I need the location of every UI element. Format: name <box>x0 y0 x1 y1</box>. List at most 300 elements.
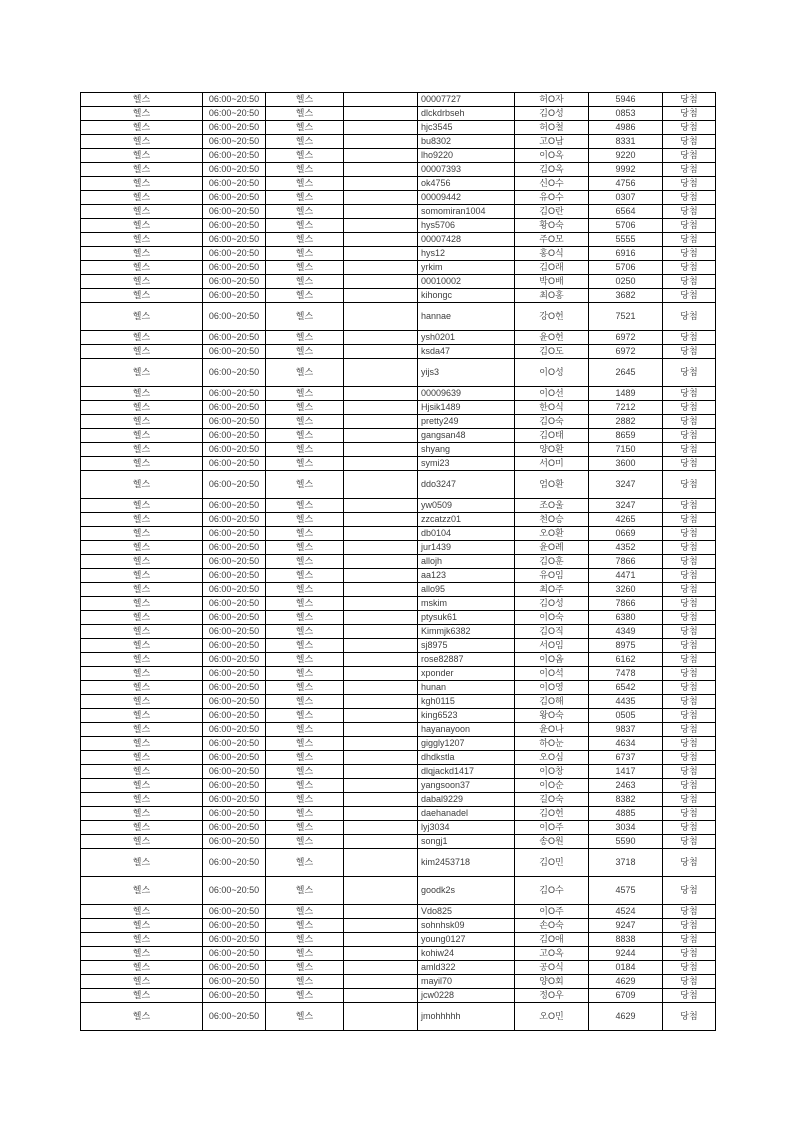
cell-result: 당첨 <box>663 583 716 597</box>
cell-facility: 헬스 <box>81 975 203 989</box>
cell-blank <box>344 653 418 667</box>
cell-facility-2: 헬스 <box>266 625 344 639</box>
cell-blank <box>344 611 418 625</box>
cell-time: 06:00~20:50 <box>203 499 266 513</box>
cell-name: 양O환 <box>515 443 589 457</box>
cell-blank <box>344 555 418 569</box>
cell-facility: 헬스 <box>81 331 203 345</box>
cell-blank <box>344 709 418 723</box>
cell-time: 06:00~20:50 <box>203 653 266 667</box>
cell-time: 06:00~20:50 <box>203 905 266 919</box>
cell-user-id: hjc3545 <box>418 121 515 135</box>
cell-result: 당첨 <box>663 765 716 779</box>
cell-time: 06:00~20:50 <box>203 457 266 471</box>
cell-facility: 헬스 <box>81 345 203 359</box>
cell-result: 당첨 <box>663 821 716 835</box>
cell-name: 천O승 <box>515 513 589 527</box>
cell-result: 당첨 <box>663 597 716 611</box>
table-row <box>81 723 716 737</box>
table-row <box>81 625 716 639</box>
cell-facility: 헬스 <box>81 541 203 555</box>
cell-number: 3247 <box>589 471 663 499</box>
cell-number: 4756 <box>589 177 663 191</box>
cell-user-id: bu8302 <box>418 135 515 149</box>
cell-blank <box>344 667 418 681</box>
cell-facility-2: 헬스 <box>266 555 344 569</box>
cell-number: 3682 <box>589 289 663 303</box>
cell-name: 허O철 <box>515 121 589 135</box>
cell-facility-2: 헬스 <box>266 177 344 191</box>
cell-name: 이O석 <box>515 667 589 681</box>
cell-facility-2: 헬스 <box>266 331 344 345</box>
cell-blank <box>344 387 418 401</box>
cell-name: 홍O식 <box>515 247 589 261</box>
cell-time: 06:00~20:50 <box>203 919 266 933</box>
cell-facility-2: 헬스 <box>266 107 344 121</box>
cell-blank <box>344 457 418 471</box>
cell-facility: 헬스 <box>81 457 203 471</box>
cell-number: 6380 <box>589 611 663 625</box>
cell-time: 06:00~20:50 <box>203 163 266 177</box>
cell-result: 당첨 <box>663 275 716 289</box>
cell-facility-2: 헬스 <box>266 947 344 961</box>
cell-user-id: hannae <box>418 303 515 331</box>
cell-time: 06:00~20:50 <box>203 443 266 457</box>
table-row <box>81 933 716 947</box>
cell-number: 3034 <box>589 821 663 835</box>
cell-result: 당첨 <box>663 555 716 569</box>
cell-user-id: kihongc <box>418 289 515 303</box>
cell-number: 6916 <box>589 247 663 261</box>
cell-user-id: jur1439 <box>418 541 515 555</box>
table-row <box>81 163 716 177</box>
cell-name: 김O헌 <box>515 807 589 821</box>
table-row <box>81 121 716 135</box>
cell-user-id: ok4756 <box>418 177 515 191</box>
table-row <box>81 401 716 415</box>
table-row <box>81 303 716 331</box>
cell-result: 당첨 <box>663 93 716 107</box>
cell-result: 당첨 <box>663 947 716 961</box>
cell-blank <box>344 569 418 583</box>
cell-name: 서O미 <box>515 457 589 471</box>
table-row <box>81 541 716 555</box>
table-row <box>81 275 716 289</box>
cell-time: 06:00~20:50 <box>203 191 266 205</box>
table-row <box>81 597 716 611</box>
cell-number: 4629 <box>589 1003 663 1031</box>
table-row <box>81 569 716 583</box>
cell-result: 당첨 <box>663 919 716 933</box>
cell-user-id: dlqjackd1417 <box>418 765 515 779</box>
cell-number: 7521 <box>589 303 663 331</box>
cell-result: 당첨 <box>663 513 716 527</box>
table-body <box>81 93 716 1031</box>
cell-name: 김O옥 <box>515 163 589 177</box>
cell-facility-2: 헬스 <box>266 401 344 415</box>
cell-number: 4265 <box>589 513 663 527</box>
cell-blank <box>344 681 418 695</box>
cell-facility-2: 헬스 <box>266 359 344 387</box>
cell-name: 이O주 <box>515 905 589 919</box>
cell-facility: 헬스 <box>81 667 203 681</box>
cell-facility: 헬스 <box>81 205 203 219</box>
cell-user-id: yw0509 <box>418 499 515 513</box>
cell-facility-2: 헬스 <box>266 345 344 359</box>
cell-number: 8975 <box>589 639 663 653</box>
cell-result: 당첨 <box>663 877 716 905</box>
table-row <box>81 807 716 821</box>
cell-name: 이O숙 <box>515 611 589 625</box>
cell-name: 김O성 <box>515 597 589 611</box>
cell-result: 당첨 <box>663 1003 716 1031</box>
cell-name: 김O태 <box>515 429 589 443</box>
cell-name: 송O원 <box>515 835 589 849</box>
cell-facility: 헬스 <box>81 1003 203 1031</box>
cell-name: 손O숙 <box>515 919 589 933</box>
cell-user-id: dabal9229 <box>418 793 515 807</box>
cell-number: 5946 <box>589 93 663 107</box>
cell-result: 당첨 <box>663 975 716 989</box>
cell-user-id: zzcatzz01 <box>418 513 515 527</box>
cell-name: 이O옥 <box>515 149 589 163</box>
cell-user-id: gangsan48 <box>418 429 515 443</box>
cell-blank <box>344 499 418 513</box>
cell-name: 이O옴 <box>515 653 589 667</box>
cell-facility-2: 헬스 <box>266 709 344 723</box>
cell-user-id: king6523 <box>418 709 515 723</box>
table-row <box>81 751 716 765</box>
cell-user-id: ksda47 <box>418 345 515 359</box>
cell-result: 당첨 <box>663 499 716 513</box>
cell-number: 3718 <box>589 849 663 877</box>
cell-facility: 헬스 <box>81 219 203 233</box>
cell-result: 당첨 <box>663 835 716 849</box>
cell-name: 고O옥 <box>515 947 589 961</box>
cell-facility: 헬스 <box>81 93 203 107</box>
cell-facility: 헬스 <box>81 387 203 401</box>
cell-facility: 헬스 <box>81 961 203 975</box>
table-row <box>81 149 716 163</box>
cell-result: 당첨 <box>663 163 716 177</box>
cell-blank <box>344 261 418 275</box>
cell-blank <box>344 247 418 261</box>
cell-blank <box>344 807 418 821</box>
cell-blank <box>344 821 418 835</box>
cell-result: 당첨 <box>663 149 716 163</box>
cell-facility-2: 헬스 <box>266 527 344 541</box>
cell-time: 06:00~20:50 <box>203 835 266 849</box>
cell-facility: 헬스 <box>81 247 203 261</box>
cell-name: 이O영 <box>515 681 589 695</box>
cell-number: 4885 <box>589 807 663 821</box>
cell-name: 허O자 <box>515 93 589 107</box>
cell-name: 하O눈 <box>515 737 589 751</box>
cell-blank <box>344 121 418 135</box>
cell-name: 김O도 <box>515 345 589 359</box>
cell-facility: 헬스 <box>81 849 203 877</box>
cell-name: 신O수 <box>515 177 589 191</box>
cell-facility-2: 헬스 <box>266 429 344 443</box>
cell-time: 06:00~20:50 <box>203 93 266 107</box>
cell-user-id: giggly1207 <box>418 737 515 751</box>
table-row <box>81 233 716 247</box>
cell-result: 당첨 <box>663 135 716 149</box>
cell-user-id: kohiw24 <box>418 947 515 961</box>
cell-blank <box>344 723 418 737</box>
cell-facility: 헬스 <box>81 639 203 653</box>
cell-result: 당첨 <box>663 457 716 471</box>
cell-blank <box>344 107 418 121</box>
table-row <box>81 793 716 807</box>
table-row <box>81 639 716 653</box>
cell-result: 당첨 <box>663 681 716 695</box>
cell-result: 당첨 <box>663 667 716 681</box>
cell-name: 최O홍 <box>515 289 589 303</box>
cell-number: 8659 <box>589 429 663 443</box>
cell-blank <box>344 597 418 611</box>
cell-time: 06:00~20:50 <box>203 723 266 737</box>
cell-facility-2: 헬스 <box>266 961 344 975</box>
table-row <box>81 611 716 625</box>
table-row <box>81 499 716 513</box>
cell-facility-2: 헬스 <box>266 793 344 807</box>
cell-blank <box>344 905 418 919</box>
cell-facility: 헬스 <box>81 653 203 667</box>
cell-name: 길O숙 <box>515 793 589 807</box>
table-row <box>81 443 716 457</box>
cell-time: 06:00~20:50 <box>203 331 266 345</box>
cell-number: 6162 <box>589 653 663 667</box>
cell-user-id: ddo3247 <box>418 471 515 499</box>
cell-facility: 헬스 <box>81 947 203 961</box>
cell-user-id: jcw0228 <box>418 989 515 1003</box>
cell-blank <box>344 779 418 793</box>
cell-blank <box>344 191 418 205</box>
cell-facility: 헬스 <box>81 919 203 933</box>
table-row <box>81 527 716 541</box>
table-row <box>81 821 716 835</box>
cell-facility-2: 헬스 <box>266 597 344 611</box>
cell-user-id: jmohhhhh <box>418 1003 515 1031</box>
table-row <box>81 387 716 401</box>
cell-number: 9244 <box>589 947 663 961</box>
cell-user-id: aa123 <box>418 569 515 583</box>
cell-name: 김O수 <box>515 877 589 905</box>
cell-blank <box>344 471 418 499</box>
cell-name: 조O울 <box>515 499 589 513</box>
table-row <box>81 135 716 149</box>
cell-facility-2: 헬스 <box>266 205 344 219</box>
cell-facility-2: 헬스 <box>266 541 344 555</box>
cell-number: 4986 <box>589 121 663 135</box>
cell-name: 주O모 <box>515 233 589 247</box>
cell-result: 당첨 <box>663 191 716 205</box>
cell-facility: 헬스 <box>81 723 203 737</box>
cell-facility: 헬스 <box>81 933 203 947</box>
cell-user-id: yrkim <box>418 261 515 275</box>
winners-table <box>80 92 716 1031</box>
cell-blank <box>344 849 418 877</box>
cell-time: 06:00~20:50 <box>203 345 266 359</box>
cell-number: 4349 <box>589 625 663 639</box>
cell-result: 당첨 <box>663 471 716 499</box>
cell-blank <box>344 835 418 849</box>
cell-blank <box>344 877 418 905</box>
cell-blank <box>344 275 418 289</box>
cell-facility-2: 헬스 <box>266 751 344 765</box>
cell-blank <box>344 793 418 807</box>
cell-facility: 헬스 <box>81 163 203 177</box>
cell-facility-2: 헬스 <box>266 975 344 989</box>
cell-blank <box>344 751 418 765</box>
cell-facility: 헬스 <box>81 751 203 765</box>
cell-user-id: young0127 <box>418 933 515 947</box>
cell-facility-2: 헬스 <box>266 471 344 499</box>
cell-blank <box>344 233 418 247</box>
cell-blank <box>344 989 418 1003</box>
cell-facility: 헬스 <box>81 359 203 387</box>
cell-name: 김O직 <box>515 625 589 639</box>
cell-facility-2: 헬스 <box>266 779 344 793</box>
cell-time: 06:00~20:50 <box>203 471 266 499</box>
cell-facility: 헬스 <box>81 289 203 303</box>
cell-result: 당첨 <box>663 653 716 667</box>
cell-user-id: 00007727 <box>418 93 515 107</box>
cell-blank <box>344 289 418 303</box>
cell-facility: 헬스 <box>81 989 203 1003</box>
cell-number: 1417 <box>589 765 663 779</box>
table-row <box>81 415 716 429</box>
cell-time: 06:00~20:50 <box>203 765 266 779</box>
table-row <box>81 191 716 205</box>
cell-time: 06:00~20:50 <box>203 597 266 611</box>
cell-number: 0184 <box>589 961 663 975</box>
cell-facility-2: 헬스 <box>266 695 344 709</box>
cell-user-id: xponder <box>418 667 515 681</box>
cell-number: 5706 <box>589 261 663 275</box>
cell-result: 당첨 <box>663 933 716 947</box>
cell-number: 6542 <box>589 681 663 695</box>
cell-number: 2463 <box>589 779 663 793</box>
cell-user-id: Vdo825 <box>418 905 515 919</box>
cell-time: 06:00~20:50 <box>203 709 266 723</box>
cell-name: 엄O환 <box>515 471 589 499</box>
table-row <box>81 779 716 793</box>
table-row <box>81 961 716 975</box>
cell-time: 06:00~20:50 <box>203 821 266 835</box>
cell-facility: 헬스 <box>81 779 203 793</box>
cell-blank <box>344 961 418 975</box>
cell-time: 06:00~20:50 <box>203 849 266 877</box>
cell-time: 06:00~20:50 <box>203 555 266 569</box>
table-row <box>81 471 716 499</box>
cell-user-id: lho9220 <box>418 149 515 163</box>
cell-time: 06:00~20:50 <box>203 177 266 191</box>
table-row <box>81 695 716 709</box>
cell-number: 8838 <box>589 933 663 947</box>
cell-user-id: 00007393 <box>418 163 515 177</box>
cell-blank <box>344 303 418 331</box>
cell-facility: 헬스 <box>81 569 203 583</box>
cell-facility-2: 헬스 <box>266 135 344 149</box>
cell-time: 06:00~20:50 <box>203 149 266 163</box>
cell-name: 공O식 <box>515 961 589 975</box>
cell-facility: 헬스 <box>81 835 203 849</box>
cell-number: 5555 <box>589 233 663 247</box>
cell-name: 이O선 <box>515 387 589 401</box>
cell-number: 2645 <box>589 359 663 387</box>
cell-name: 윤O나 <box>515 723 589 737</box>
cell-result: 당첨 <box>663 723 716 737</box>
cell-blank <box>344 933 418 947</box>
cell-facility-2: 헬스 <box>266 387 344 401</box>
table-row <box>81 345 716 359</box>
cell-user-id: sohnhsk09 <box>418 919 515 933</box>
table-row <box>81 289 716 303</box>
cell-name: 유O수 <box>515 191 589 205</box>
cell-user-id: hys12 <box>418 247 515 261</box>
table-row <box>81 947 716 961</box>
cell-facility: 헬스 <box>81 625 203 639</box>
cell-time: 06:00~20:50 <box>203 387 266 401</box>
cell-number: 7866 <box>589 555 663 569</box>
cell-blank <box>344 947 418 961</box>
cell-name: 강O헌 <box>515 303 589 331</box>
cell-result: 당첨 <box>663 709 716 723</box>
cell-result: 당첨 <box>663 205 716 219</box>
cell-blank <box>344 443 418 457</box>
cell-name: 유O임 <box>515 569 589 583</box>
cell-facility: 헬스 <box>81 149 203 163</box>
cell-facility: 헬스 <box>81 709 203 723</box>
cell-user-id: pretty249 <box>418 415 515 429</box>
cell-blank <box>344 135 418 149</box>
cell-time: 06:00~20:50 <box>203 429 266 443</box>
cell-time: 06:00~20:50 <box>203 303 266 331</box>
cell-time: 06:00~20:50 <box>203 639 266 653</box>
cell-name: 이O순 <box>515 779 589 793</box>
table-row <box>81 331 716 345</box>
cell-time: 06:00~20:50 <box>203 681 266 695</box>
cell-facility-2: 헬스 <box>266 149 344 163</box>
cell-result: 당첨 <box>663 737 716 751</box>
cell-result: 당첨 <box>663 415 716 429</box>
cell-time: 06:00~20:50 <box>203 989 266 1003</box>
cell-number: 6564 <box>589 205 663 219</box>
cell-result: 당첨 <box>663 121 716 135</box>
cell-time: 06:00~20:50 <box>203 275 266 289</box>
table-row <box>81 667 716 681</box>
cell-number: 4352 <box>589 541 663 555</box>
cell-facility-2: 헬스 <box>266 667 344 681</box>
cell-blank <box>344 541 418 555</box>
cell-name: 고O남 <box>515 135 589 149</box>
cell-name: 최O주 <box>515 583 589 597</box>
table-row <box>81 429 716 443</box>
cell-user-id: somomiran1004 <box>418 205 515 219</box>
cell-facility: 헬스 <box>81 807 203 821</box>
cell-name: 오O심 <box>515 751 589 765</box>
cell-blank <box>344 975 418 989</box>
cell-facility-2: 헬스 <box>266 233 344 247</box>
cell-name: 김O애 <box>515 933 589 947</box>
cell-number: 5706 <box>589 219 663 233</box>
cell-user-id: daehanadel <box>418 807 515 821</box>
cell-facility-2: 헬스 <box>266 303 344 331</box>
cell-result: 당첨 <box>663 807 716 821</box>
cell-result: 당첨 <box>663 219 716 233</box>
